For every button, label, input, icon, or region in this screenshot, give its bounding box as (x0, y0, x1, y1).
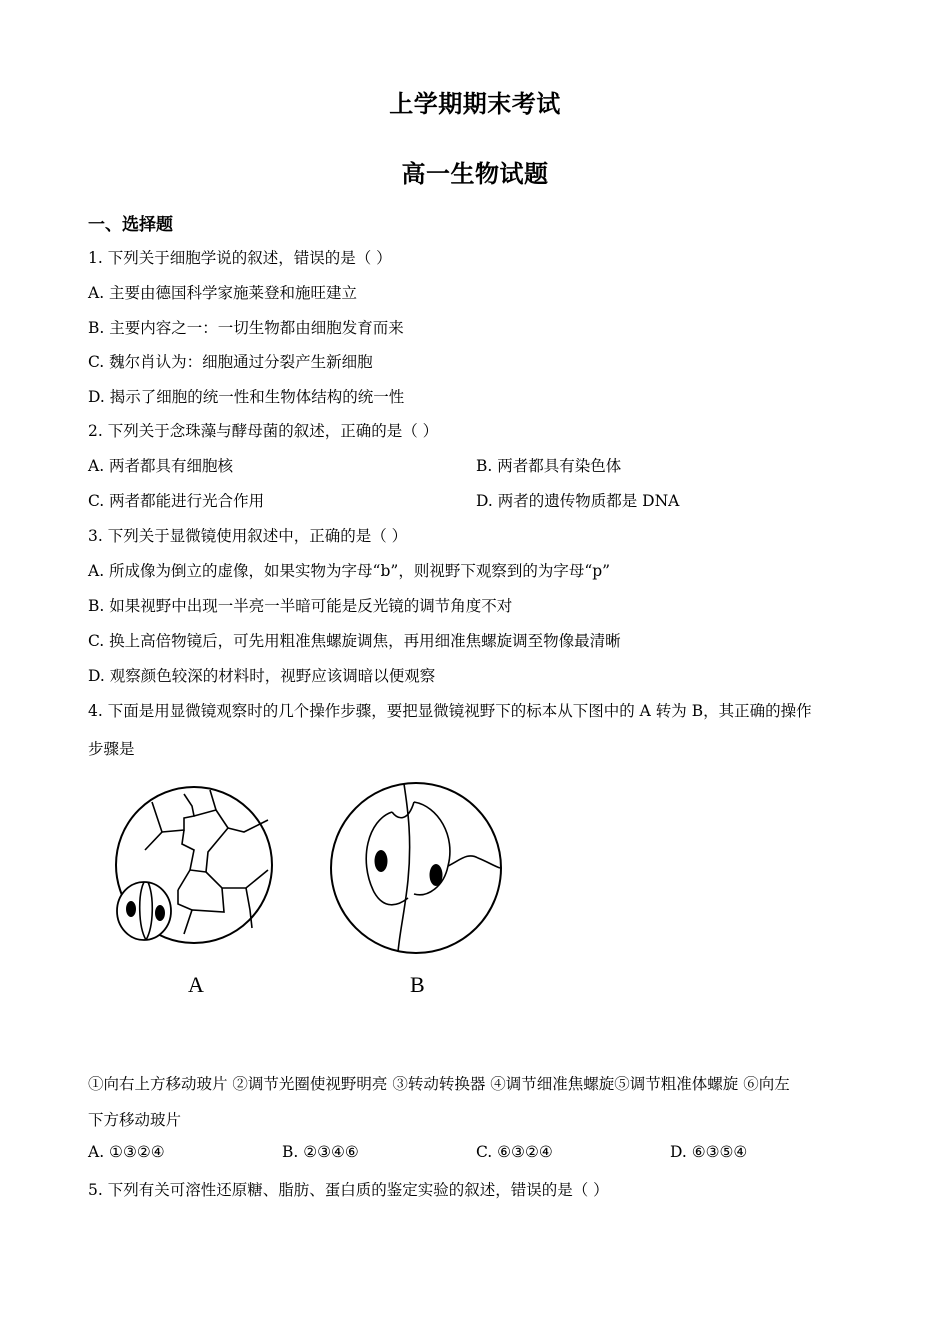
view-a-nucleus-right (155, 905, 165, 921)
q4-stem-line2: 步骤是 (88, 740, 135, 758)
view-a-nucleus-left (126, 901, 136, 917)
q2-stem: 2. 下列关于念珠藻与酵母菌的叙述，正确的是（ ） (88, 422, 439, 440)
q3-option-b: B. 如果视野中出现一半亮一半暗可能是反光镜的调节角度不对 (88, 597, 513, 615)
q4-option-b: B. ②③④⑥ (282, 1143, 359, 1161)
q4-option-c: C. ⑥③②④ (476, 1143, 553, 1161)
figure-label-a: A (188, 972, 204, 997)
view-b-field-circle (331, 783, 501, 953)
q1-option-d: D. 揭示了细胞的统一性和生物体结构的统一性 (88, 388, 405, 406)
q3-option-a: A. 所成像为倒立的虚像，如果实物为字母“b”，则视野下观察到的为字母“p” (88, 562, 611, 580)
q4-steps-line2: 下方移动玻片 (88, 1111, 182, 1129)
q1-option-b: B. 主要内容之一：一切生物都由细胞发育而来 (88, 319, 404, 337)
page-title: 上学期期末考试 (389, 89, 561, 118)
q4-option-d: D. ⑥③⑤④ (670, 1143, 748, 1161)
q1-option-c: C. 魏尔肖认为：细胞通过分裂产生新细胞 (88, 353, 373, 371)
q1-stem: 1. 下列关于细胞学说的叙述，错误的是（ ） (88, 249, 392, 267)
q3-option-c: C. 换上高倍物镜后，可先用粗准焦螺旋调焦，再用细准焦螺旋调至物像最清晰 (88, 632, 621, 650)
q2-option-b: B. 两者都具有染色体 (476, 457, 622, 475)
q3-option-d: D. 观察颜色较深的材料时，视野应该调暗以便观察 (88, 667, 436, 685)
q4-option-a: A. ①③②④ (88, 1143, 165, 1161)
q2-option-d: D. 两者的遗传物质都是 DNA (476, 492, 680, 510)
section-heading: 一、选择题 (88, 215, 173, 235)
q1-option-a: A. 主要由德国科学家施莱登和施旺建立 (88, 284, 358, 302)
q5-stem: 5. 下列有关可溶性还原糖、脂肪、蛋白质的鉴定实验的叙述，错误的是（ ） (88, 1181, 609, 1199)
microscope-view-b-figure (328, 780, 504, 956)
q2-option-a: A. 两者都具有细胞核 (88, 457, 234, 475)
view-b-nucleus-right (430, 864, 443, 886)
figure-label-b: B (410, 972, 425, 997)
q2-option-c: C. 两者都能进行光合作用 (88, 492, 265, 510)
view-b-nucleus-left (375, 850, 388, 872)
microscope-view-a-figure (112, 784, 278, 950)
page-subtitle: 高一生物试题 (401, 159, 549, 188)
q3-stem: 3. 下列关于显微镜使用叙述中，正确的是（ ） (88, 527, 408, 545)
q4-steps-line1: ①向右上方移动玻片 ②调节光圈使视野明亮 ③转动转换器 ④调节细准焦螺旋⑤调节粗准体螺旋 ⑥向左 (88, 1075, 790, 1093)
q4-stem-line1: 4. 下面是用显微镜观察时的几个操作步骤，要把显微镜视野下的标本从下图中的 A 转为 B，其正确的操作 (88, 702, 812, 720)
